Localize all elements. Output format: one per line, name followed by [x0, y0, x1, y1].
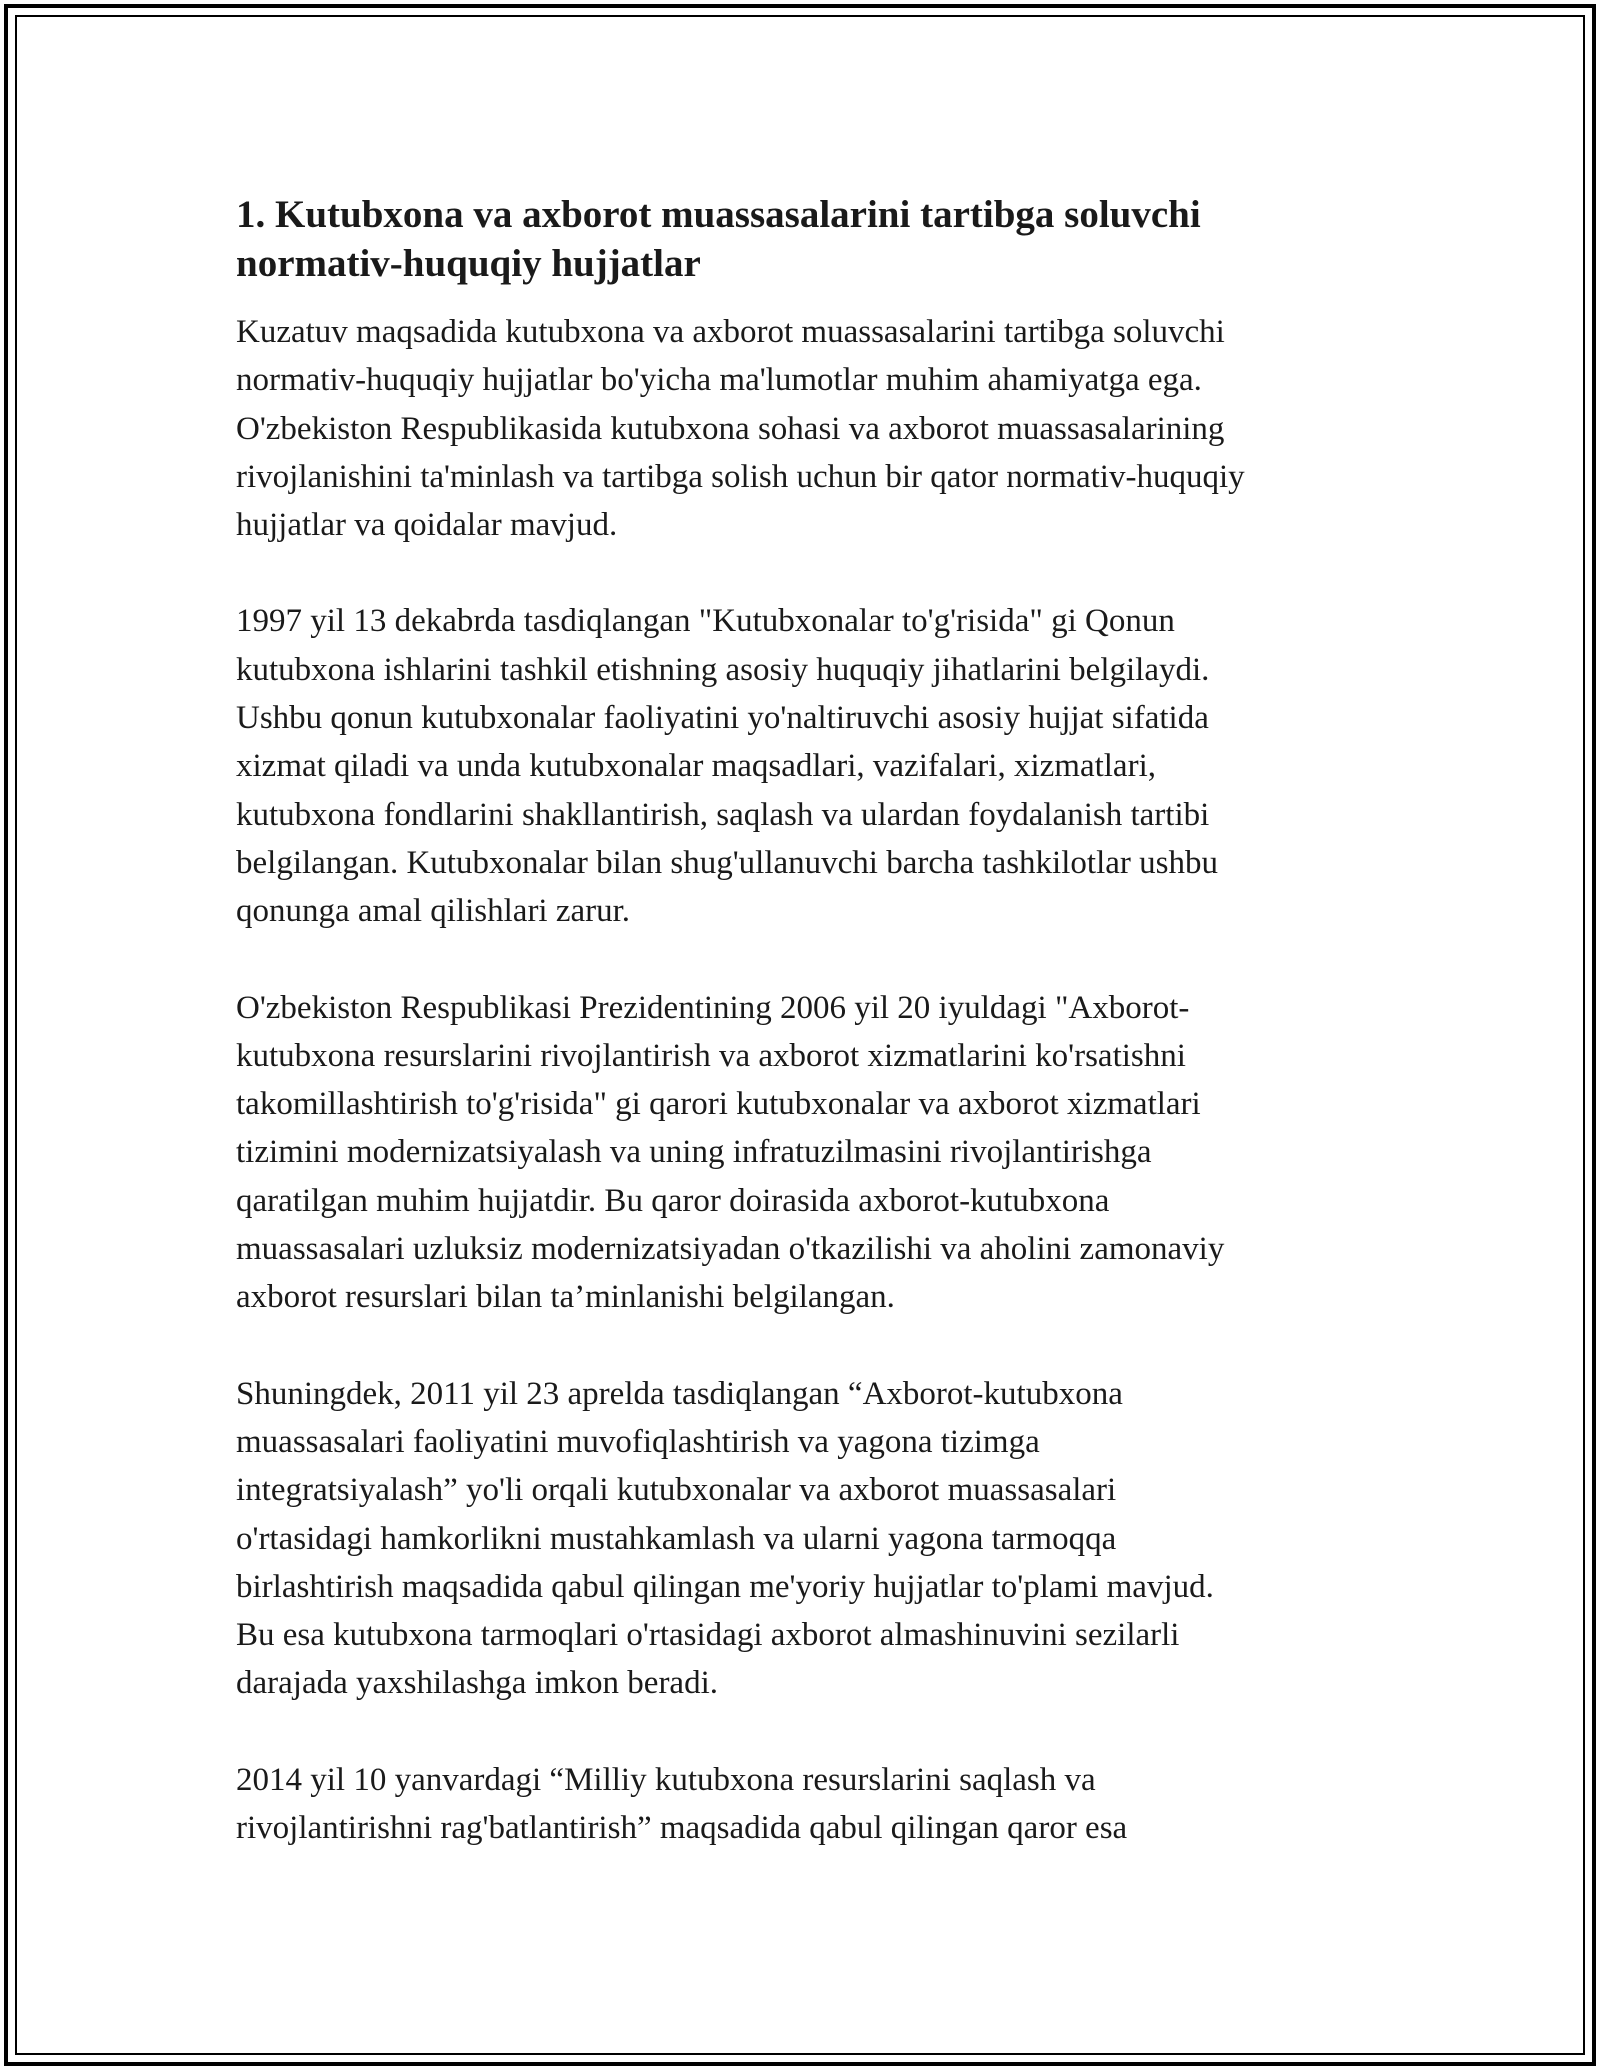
- section-heading: [236, 190, 1406, 288]
- paragraph: [236, 984, 1406, 1322]
- text-line: Kuzatuv maqsadida kutubxona va axborot muassasalarini tartibga soluvchi: [236, 314, 1225, 350]
- heading-line: 1. Kutubxona va axborot muassasalarini tartibga soluvchi: [236, 193, 1201, 236]
- text-line: Shuningdek, 2011 yil 23 aprelda tasdiqlangan “Axborot-kutubxona: [236, 1375, 1123, 1412]
- text-line: 2014 yil 10 yanvardagi “Milliy kutubxona resurslarini saqlash va: [236, 1761, 1096, 1798]
- text-line: hujjatlar va qoidalar mavjud.: [236, 507, 618, 544]
- text-line: axborot resurslari bilan ta’minlanishi belgilangan.: [236, 1279, 895, 1316]
- text-line: tizimini modernizatsiyalash va uning infratuzilmasini rivojlantirishga: [236, 1134, 1152, 1171]
- text-line: birlashtirish maqsadida qabul qilingan me'yoriy hujjatlar to'plami mavjud.: [236, 1568, 1214, 1605]
- text-line: takomillashtirish to'g'risida" gi qarori kutubxonalar va axborot xizmatlari: [236, 1086, 1201, 1123]
- text-line: darajada yaxshilashga imkon beradi.: [236, 1665, 718, 1702]
- text-line: kutubxona fondlarini shakllantirish, saqlash va ulardan foydalanish tartibi: [236, 796, 1210, 833]
- text-line: O'zbekiston Respublikasi Prezidentining 2006 yil 20 iyuldagi "Axborot-: [236, 989, 1190, 1026]
- text-line: normativ-huquqiy hujjatlar bo'yicha ma'lumotlar muhim ahamiyatga ega.: [236, 362, 1202, 399]
- text-line: Ushbu qonun kutubxonalar faoliyatini yo'naltiruvchi asosiy hujjat sifatida: [236, 700, 1209, 737]
- text-line: xizmat qiladi va unda kutubxonalar maqsadlari, vazifalari, xizmatlari,: [236, 748, 1156, 785]
- text-line: kutubxona resurslarini rivojlantirish va axborot xizmatlarini ko'rsatishni: [236, 1037, 1186, 1074]
- document-body: [236, 190, 1406, 1900]
- text-line: O'zbekiston Respublikasida kutubxona sohasi va axborot muassasalarining: [236, 410, 1225, 447]
- text-line: integratsiyalash” yo'li orqali kutubxonalar va axborot muassasalari: [236, 1472, 1117, 1509]
- text-line: qonunga amal qilishlari zarur.: [236, 893, 631, 930]
- text-line: Bu esa kutubxona tarmoqlari o'rtasidagi axborot almashinuvini sezilarli: [236, 1617, 1180, 1654]
- text-line: kutubxona ishlarini tashkil etishning asosiy huquqiy jihatlarini belgilaydi.: [236, 651, 1210, 688]
- text-line: o'rtasidagi hamkorlikni mustahkamlash va ularni yagona tarmoqqa: [236, 1520, 1117, 1557]
- text-line: muassasalari uzluksiz modernizatsiyadan o'tkazilishi va aholini zamonaviy: [236, 1231, 1225, 1268]
- text-line: rivojlanishini ta'minlash va tartibga solish uchun bir qator normativ-huquqiy: [236, 458, 1245, 495]
- text-line: qaratilgan muhim hujjatdir. Bu qaror doirasida axborot-kutubxona: [236, 1182, 1110, 1219]
- paragraph: [236, 308, 1406, 549]
- text-line: 1997 yil 13 dekabrda tasdiqlangan "Kutubxonalar to'g'risida" gi Qonun: [236, 603, 1175, 640]
- paragraph: [236, 597, 1406, 935]
- heading-line: normativ-huquqiy hujjatlar: [236, 242, 701, 285]
- paragraph: [236, 1370, 1406, 1708]
- text-line: belgilangan. Kutubxonalar bilan shug'ullanuvchi barcha tashkilotlar ushbu: [236, 844, 1218, 881]
- text-line: muassasalari faoliyatini muvofiqlashtirish va yagona tizimga: [236, 1423, 1040, 1460]
- text-line: rivojlantirishni rag'batlantirish” maqsadida qabul qilingan qaror esa: [236, 1810, 1128, 1847]
- paragraph: [236, 1756, 1406, 1853]
